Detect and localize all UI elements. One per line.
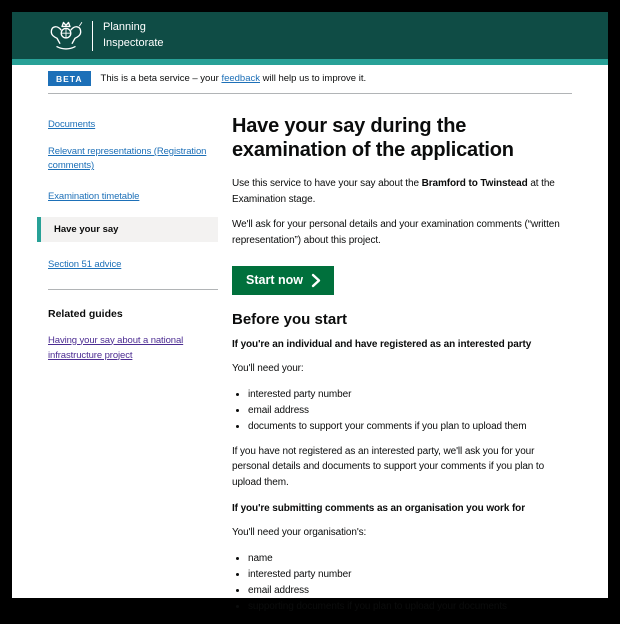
org-name	[103, 20, 164, 51]
organisation-heading: If you're submitting comments as an organisation you work for	[232, 503, 525, 514]
sidebar-item-relevant-representations	[48, 145, 218, 174]
organisation-requirements-list	[232, 551, 572, 615]
intro-paragraph	[232, 176, 572, 207]
not-registered-note: If you have not registered as an interested party, we'll ask you for your personal details and documents to support your comments if you plan to upload them.	[232, 445, 545, 488]
project-name: Bramford to Twinstead	[421, 178, 528, 189]
page-title: Have your say during the examination of the application	[232, 115, 514, 161]
logo-divider	[92, 21, 93, 51]
sidebar-item-documents	[48, 114, 218, 133]
documents-link[interactable]: Documents	[48, 119, 96, 130]
start-now-label: Start now	[246, 273, 303, 287]
ask-paragraph: We'll ask for your personal details and your examination comments (“written representation”) about this project.	[232, 219, 560, 246]
sidebar-item-section-51-advice	[48, 254, 218, 273]
individual-lead: You'll need your:	[232, 363, 304, 374]
relevant-representations-link[interactable]: Relevant representations (Registration comments)	[48, 145, 207, 172]
sidebar-item-examination-timetable	[48, 186, 218, 205]
main-content	[232, 114, 572, 624]
list-item: • supporting documents if you plan to upload your documents	[248, 599, 572, 615]
list-item: • documents to support your comments if you plan to upload them	[248, 419, 572, 435]
list-item: • email address	[248, 583, 572, 599]
section-51-advice-link[interactable]: Section 51 advice	[48, 258, 122, 270]
site-header	[12, 12, 608, 59]
sidebar-item-have-your-say[interactable]: Have your say	[37, 217, 218, 242]
list-item: • interested party number	[248, 567, 572, 583]
before-you-start-heading: Before you start	[232, 311, 348, 328]
planning-inspectorate-logo[interactable]	[48, 19, 164, 53]
beta-banner	[48, 65, 572, 94]
list-item: • email address	[248, 403, 572, 419]
beta-badge: BETA	[48, 71, 91, 86]
royal-arms-icon	[48, 19, 84, 53]
examination-timetable-link[interactable]: Examination timetable	[48, 191, 140, 203]
individual-heading: If you're an individual and have registered as an interested party	[232, 339, 532, 350]
org-name-line2: Inspectorate	[103, 36, 164, 49]
beta-text-after: will help us to improve it.	[260, 73, 367, 84]
related-guide-link[interactable]: Having your say about a national infrastructure project	[48, 334, 184, 361]
page	[12, 12, 608, 612]
feedback-link[interactable]: feedback	[221, 73, 260, 84]
individual-requirements-list	[232, 387, 572, 435]
beta-text	[101, 73, 367, 84]
beta-text-before: This is a beta service – your	[100, 73, 222, 84]
project-section-nav	[48, 114, 218, 273]
start-now-button[interactable]	[232, 266, 334, 295]
sidebar-divider	[48, 289, 218, 290]
list-item: • name	[248, 551, 572, 567]
org-name-line1: Planning	[103, 21, 146, 34]
organisation-lead: You'll need your organisation's:	[232, 527, 367, 538]
intro-before: Use this service to have your say about the	[232, 178, 422, 189]
chevron-right-icon	[312, 274, 320, 287]
list-item: • interested party number	[248, 387, 572, 403]
intro-after: at the Examination stage.	[232, 178, 555, 205]
sidebar	[48, 114, 232, 624]
related-guides-heading: Related guides	[48, 307, 123, 320]
